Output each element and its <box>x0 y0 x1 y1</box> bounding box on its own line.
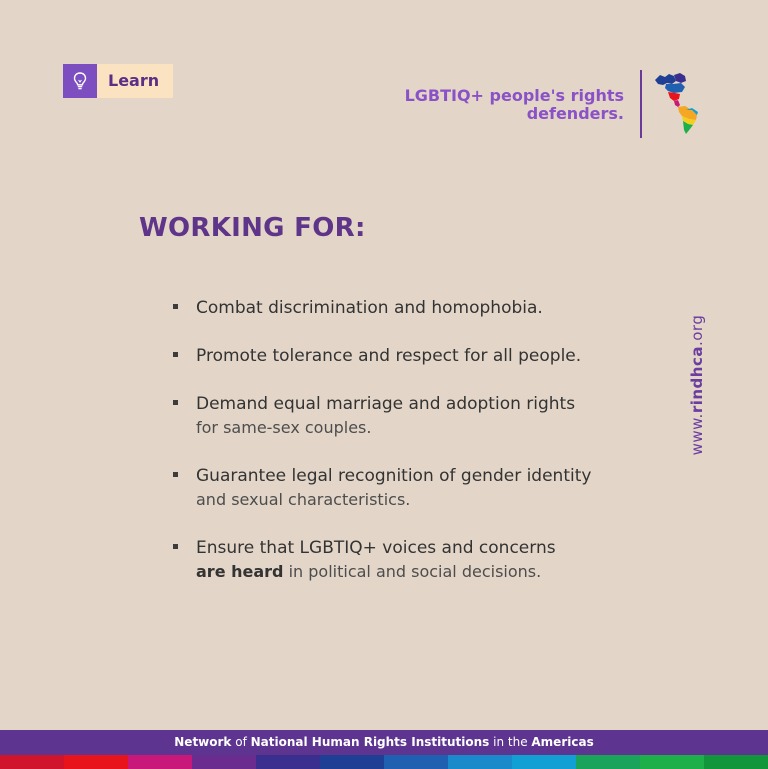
footer-word: of <box>231 735 251 749</box>
color-stripe <box>192 755 256 769</box>
footer-word: in the <box>489 735 532 749</box>
footer-word: National Human Rights Institutions <box>250 735 490 749</box>
color-stripe <box>640 755 704 769</box>
list-item <box>172 536 632 584</box>
bullet <box>173 472 178 477</box>
bullet <box>173 352 178 357</box>
footer-banner <box>0 730 768 755</box>
lightbulb-icon <box>63 64 97 98</box>
url-name: rindhca <box>688 346 706 414</box>
tagline-line2: defenders. <box>526 104 624 123</box>
item-line1: Ensure that LGBTIQ+ voices and concerns <box>196 538 556 558</box>
color-stripes <box>0 755 768 769</box>
color-stripe <box>64 755 128 769</box>
page-heading: WORKING FOR: <box>139 213 366 243</box>
item-line2: and sexual characteristics. <box>196 490 411 509</box>
color-stripe <box>448 755 512 769</box>
list-item <box>172 464 632 512</box>
tagline-line1: LGBTIQ+ people's rights <box>404 86 624 105</box>
item-line2 <box>196 560 632 584</box>
color-stripe <box>320 755 384 769</box>
bullet <box>173 400 178 405</box>
bullet <box>173 304 178 309</box>
list-item <box>172 344 632 368</box>
color-stripe <box>704 755 768 769</box>
item-line2-rest: in political and social decisions. <box>283 562 542 581</box>
goals-list <box>172 296 632 608</box>
item-line1: Demand equal marriage and adoption rights <box>196 394 576 414</box>
color-stripe <box>128 755 192 769</box>
item-line1: Guarantee legal recognition of gender identity <box>196 466 592 486</box>
website-url <box>688 315 706 456</box>
url-prefix: www. <box>688 413 706 456</box>
footer-word: Americas <box>531 735 594 749</box>
color-stripe <box>576 755 640 769</box>
bullet <box>173 544 178 549</box>
color-stripe <box>384 755 448 769</box>
header-tagline <box>405 87 624 123</box>
item-line2-bold: are heard <box>196 562 284 581</box>
url-suffix: .org <box>688 314 706 347</box>
color-stripe <box>0 755 64 769</box>
color-stripe <box>256 755 320 769</box>
list-item <box>172 296 632 320</box>
list-item <box>172 392 632 440</box>
learn-badge <box>63 64 173 98</box>
color-stripe <box>512 755 576 769</box>
learn-label: Learn <box>97 64 173 98</box>
footer-word: Network <box>174 735 232 749</box>
americas-map-logo <box>652 72 706 136</box>
header-divider <box>640 70 642 138</box>
item-line2: for same-sex couples. <box>196 418 372 437</box>
item-line1: Combat discrimination and homophobia. <box>196 298 543 318</box>
item-line1: Promote tolerance and respect for all people. <box>196 346 582 366</box>
